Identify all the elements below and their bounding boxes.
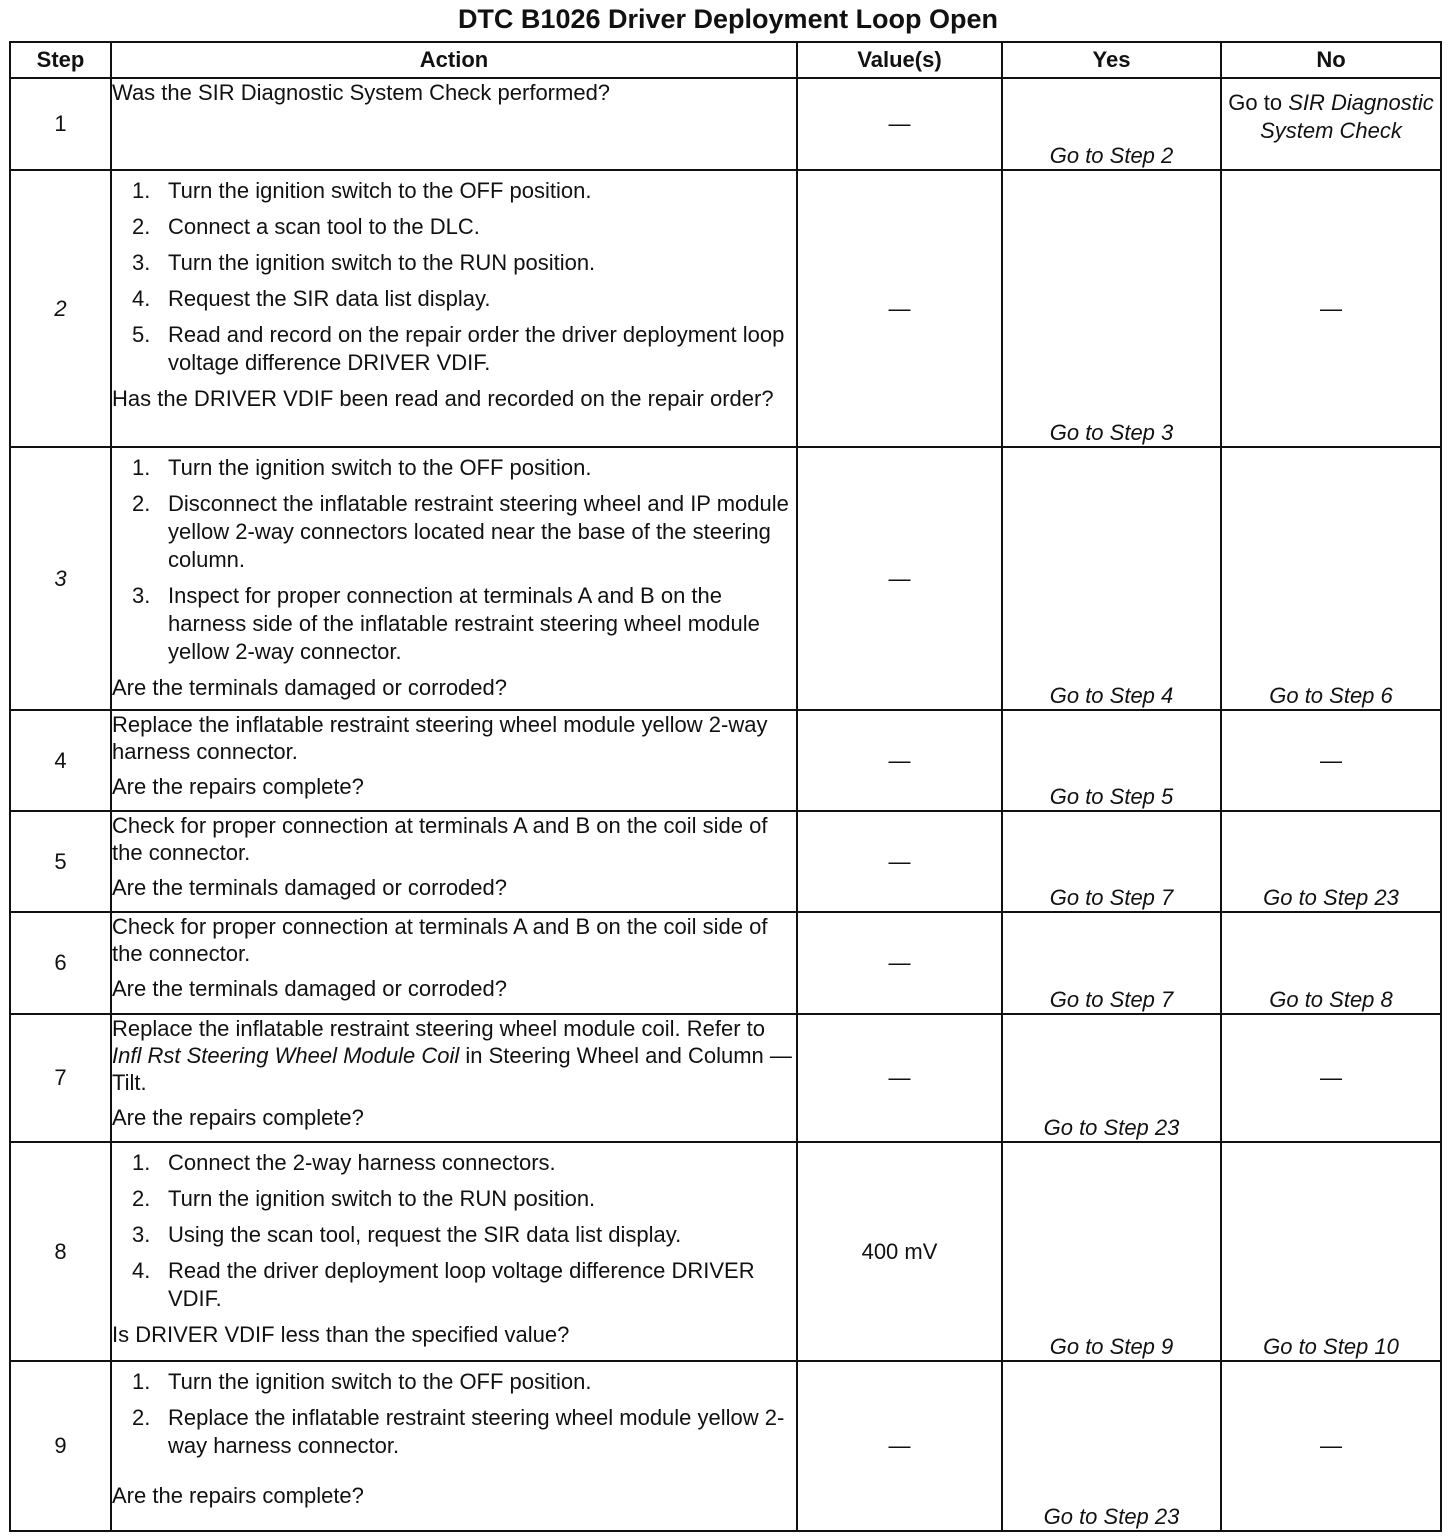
no-cell: — bbox=[1221, 1361, 1441, 1531]
step-number: 3 bbox=[10, 447, 111, 710]
action-cell bbox=[111, 1014, 797, 1142]
action-item: 4. Read the driver deployment loop voltage difference DRIVER VDIF. bbox=[132, 1258, 755, 1311]
table-row bbox=[10, 1014, 1441, 1142]
table-row bbox=[10, 710, 1441, 811]
value-cell: — bbox=[797, 1014, 1002, 1142]
action-text: Check for proper connection at terminals A and B on the coil side of the connector. bbox=[112, 914, 768, 966]
value-cell: 400 mV bbox=[797, 1142, 1002, 1361]
page-title: DTC B1026 Driver Deployment Loop Open bbox=[457, 4, 999, 34]
no-cell[interactable] bbox=[1221, 78, 1441, 170]
header-yes: Yes bbox=[1002, 42, 1221, 78]
no-cell: — bbox=[1221, 170, 1441, 447]
header-row bbox=[10, 42, 1441, 78]
action-item: 1. Turn the ignition switch to the OFF position. bbox=[132, 1369, 592, 1394]
action-item: 4. Request the SIR data list display. bbox=[132, 286, 491, 311]
action-item: 5. Read and record on the repair order the driver deployment loop voltage difference DRIVER VDIF. bbox=[132, 322, 785, 375]
action-question: Are the repairs complete? bbox=[112, 1105, 364, 1130]
action-item: 2. Turn the ignition switch to the RUN position. bbox=[132, 1186, 596, 1211]
action-cell bbox=[111, 811, 797, 912]
yes-link[interactable]: Go to Step 3 bbox=[1002, 170, 1221, 447]
table-row bbox=[10, 1361, 1441, 1531]
action-cell bbox=[111, 170, 797, 447]
step-number: 1 bbox=[10, 78, 111, 170]
action-question: Are the terminals damaged or corroded? bbox=[112, 875, 507, 900]
table-row bbox=[10, 170, 1441, 447]
value-cell: — bbox=[797, 1361, 1002, 1531]
value-cell: — bbox=[797, 912, 1002, 1014]
step-number: 5 bbox=[10, 811, 111, 912]
action-list bbox=[112, 1368, 796, 1460]
header-action: Action bbox=[111, 42, 797, 78]
table-row bbox=[10, 78, 1441, 170]
action-item: 1. Turn the ignition switch to the OFF position. bbox=[132, 455, 592, 480]
action-item: 2. Connect a scan tool to the DLC. bbox=[132, 214, 480, 239]
yes-link[interactable]: Go to Step 7 bbox=[1002, 811, 1221, 912]
action-cell bbox=[111, 447, 797, 710]
no-link-sir-check[interactable]: SIR Diagnostic System Check bbox=[1260, 90, 1434, 143]
yes-link[interactable]: Go to Step 4 bbox=[1002, 447, 1221, 710]
action-cell bbox=[111, 1142, 797, 1361]
step-number: 4 bbox=[10, 710, 111, 811]
value-cell: — bbox=[797, 170, 1002, 447]
yes-link[interactable]: Go to Step 5 bbox=[1002, 710, 1221, 811]
header-values: Value(s) bbox=[797, 42, 1002, 78]
step-number: 2 bbox=[10, 170, 111, 447]
action-list bbox=[112, 1149, 796, 1313]
action-item: 3. Turn the ignition switch to the RUN position. bbox=[132, 250, 596, 275]
action-question: Are the terminals damaged or corroded? bbox=[112, 976, 507, 1001]
table-row bbox=[10, 912, 1441, 1014]
no-link[interactable]: Go to Step 8 bbox=[1221, 912, 1441, 1014]
action-text: Replace the inflatable restraint steering wheel module yellow 2-way harness connector. bbox=[112, 712, 768, 764]
yes-link[interactable]: Go to Step 23 bbox=[1002, 1361, 1221, 1531]
action-list bbox=[112, 454, 796, 666]
header-no: No bbox=[1221, 42, 1441, 78]
action-text: Check for proper connection at terminals A and B on the coil side of the connector. bbox=[112, 813, 768, 865]
action-question: Are the repairs complete? bbox=[112, 774, 364, 799]
value-cell: — bbox=[797, 78, 1002, 170]
action-text: Replace the inflatable restraint steering wheel module coil. Refer to Infl Rst Steering Wheel Module Coil in Steering Wheel and Column — Tilt. bbox=[112, 1016, 792, 1095]
reference-link[interactable]: Infl Rst Steering Wheel Module Coil bbox=[112, 1043, 460, 1068]
no-prefix: Go to bbox=[1228, 90, 1289, 115]
table-row bbox=[10, 811, 1441, 912]
action-item: 1. Connect the 2-way harness connectors. bbox=[132, 1150, 556, 1175]
value-cell: — bbox=[797, 447, 1002, 710]
table-row bbox=[10, 1142, 1441, 1361]
step-number: 7 bbox=[10, 1014, 111, 1142]
action-item: 2. Replace the inflatable restraint steering wheel module yellow 2-way harness connector. bbox=[132, 1405, 785, 1458]
no-cell: — bbox=[1221, 710, 1441, 811]
no-link[interactable]: Go to Step 6 bbox=[1221, 447, 1441, 710]
action-item: 2. Disconnect the inflatable restraint steering wheel and IP module yellow 2-way connectors located near the base of the steering column. bbox=[132, 491, 789, 572]
action-question: Are the repairs complete? bbox=[112, 1483, 364, 1508]
step-number: 9 bbox=[10, 1361, 111, 1531]
yes-link[interactable]: Go to Step 2 bbox=[1002, 78, 1221, 170]
action-cell bbox=[111, 78, 797, 170]
action-cell bbox=[111, 912, 797, 1014]
table-row bbox=[10, 447, 1441, 710]
diagnostic-table bbox=[9, 41, 1442, 1532]
action-cell bbox=[111, 1361, 797, 1531]
step-number: 8 bbox=[10, 1142, 111, 1361]
value-cell: — bbox=[797, 811, 1002, 912]
action-list bbox=[112, 177, 796, 377]
no-link[interactable]: Go to Step 10 bbox=[1221, 1142, 1441, 1361]
step-number: 6 bbox=[10, 912, 111, 1014]
action-cell bbox=[111, 710, 797, 811]
yes-link[interactable]: Go to Step 23 bbox=[1002, 1014, 1221, 1142]
action-item: 3. Inspect for proper connection at terminals A and B on the harness side of the inflatable restraint steering wheel module yellow 2-way connector. bbox=[132, 583, 760, 664]
yes-link[interactable]: Go to Step 9 bbox=[1002, 1142, 1221, 1361]
action-text: Was the SIR Diagnostic System Check performed? bbox=[112, 80, 611, 105]
action-question: Is DRIVER VDIF less than the specified value? bbox=[112, 1322, 570, 1347]
action-question: Are the terminals damaged or corroded? bbox=[112, 675, 507, 700]
no-link[interactable]: Go to Step 23 bbox=[1221, 811, 1441, 912]
header-step: Step bbox=[10, 42, 111, 78]
value-cell: — bbox=[797, 710, 1002, 811]
action-item: 1. Turn the ignition switch to the OFF position. bbox=[132, 178, 592, 203]
yes-link[interactable]: Go to Step 7 bbox=[1002, 912, 1221, 1014]
action-question: Has the DRIVER VDIF been read and recorded on the repair order? bbox=[112, 386, 774, 411]
action-item: 3. Using the scan tool, request the SIR data list display. bbox=[132, 1222, 682, 1247]
no-cell: — bbox=[1221, 1014, 1441, 1142]
